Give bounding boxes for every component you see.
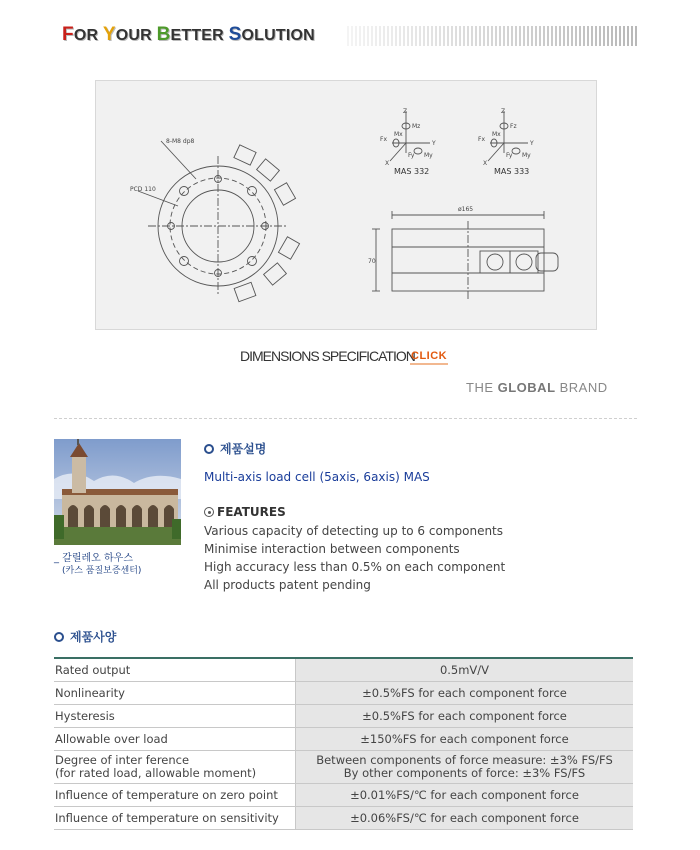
annotation-bolt: 8-M8 dp8 <box>166 138 195 145</box>
photo-caption-subtitle: (카스 품질보증센터) <box>62 566 142 576</box>
technical-drawing-svg <box>96 81 596 329</box>
feature-item: All products patent pending <box>204 578 371 592</box>
section-divider <box>54 418 637 419</box>
axis-label-y-2: Y <box>530 140 534 147</box>
spec-label: Allowable over load <box>54 728 296 751</box>
spec-label: Rated output <box>54 658 296 682</box>
circle-bullet-icon <box>54 632 64 642</box>
table-row <box>54 682 633 705</box>
axis-label-mx-2: Mx <box>492 131 501 138</box>
spec-value: ±0.01%FS/℃ for each component force <box>296 784 634 807</box>
dimensions-specification-label: DIMENSIONS SPECIFICATION <box>240 348 415 364</box>
slogan-word-3: BETTER <box>156 24 224 45</box>
gear-circle-icon <box>204 507 214 517</box>
axis-label-fz: Fz <box>510 123 517 130</box>
product-description-text: Multi-axis load cell (5axis, 6axis) MAS <box>204 470 430 484</box>
axis-label-x-2: X <box>483 160 488 167</box>
product-spec-heading <box>54 628 116 645</box>
axis-label-z: Z <box>403 108 408 115</box>
features-title: FEATURES <box>217 505 286 519</box>
spec-value: ±0.5%FS for each component force <box>296 705 634 728</box>
circle-bullet-icon <box>204 444 214 454</box>
axis-label-my-2: My <box>522 152 531 159</box>
dimensions-drawing[interactable] <box>95 80 597 330</box>
slogan-heading <box>62 24 315 46</box>
brand-suffix: BRAND <box>555 380 608 395</box>
view-label-mas332: MAS 332 <box>394 167 430 176</box>
spec-value: ±150%FS for each component force <box>296 728 634 751</box>
table-row <box>54 658 633 682</box>
axis-label-mz: Mz <box>412 123 421 130</box>
spec-label: Nonlinearity <box>54 682 296 705</box>
view-label-mas333: MAS 333 <box>494 167 530 176</box>
slogan-word-1: FOR <box>62 24 99 45</box>
table-row <box>54 705 633 728</box>
product-spec-title: 제품사양 <box>70 630 117 644</box>
table-row <box>54 728 633 751</box>
table-row <box>54 807 633 830</box>
axis-label-mx: Mx <box>394 131 403 138</box>
table-row <box>54 751 633 784</box>
global-brand-tagline <box>466 380 608 395</box>
table-row <box>54 784 633 807</box>
front-view <box>138 141 300 302</box>
spec-value: Between components of force measure: ±3% FS/FS By other components of force: ±3% FS/FS <box>296 751 634 784</box>
photo-caption-building: _ 갈릴레오 하우스 <box>54 553 133 564</box>
feature-item: Minimise interaction between components <box>204 542 460 556</box>
feature-item: Various capacity of detecting up to 6 components <box>204 524 504 538</box>
click-link[interactable]: CLICK <box>410 350 448 365</box>
brand-bold: GLOBAL <box>497 380 556 395</box>
axis-label-x: X <box>385 160 390 167</box>
axis-label-z-2: Z <box>501 108 506 115</box>
spec-label: Influence of temperature on zero point <box>54 784 296 807</box>
annotation-pcd: PCD 110 <box>130 186 156 193</box>
product-description-heading <box>204 440 266 457</box>
spec-value: ±0.06%FS/℃ for each component force <box>296 807 634 830</box>
spec-value: ±0.5%FS for each component force <box>296 682 634 705</box>
spec-label: Degree of inter ference (for rated load, allowable moment) <box>54 751 296 784</box>
annotation-height: 70 <box>368 258 376 265</box>
annotation-diameter: ø165 <box>458 206 474 213</box>
features-heading <box>204 505 286 519</box>
slogan-word-4: SOLUTION <box>228 24 315 45</box>
header-stripe-decoration <box>345 26 637 46</box>
building-photo <box>54 439 181 545</box>
product-description-title: 제품설명 <box>220 442 267 456</box>
feature-item: High accuracy less than 0.5% on each component <box>204 560 506 574</box>
brand-prefix: THE <box>466 380 498 395</box>
axis-label-fx: Fx <box>380 136 388 143</box>
spec-label: Hysteresis <box>54 705 296 728</box>
axis-label-fy: Fy <box>408 152 415 159</box>
axis-label-y: Y <box>432 140 436 147</box>
spec-table <box>54 657 633 830</box>
axis-label-fy-2: Fy <box>506 152 513 159</box>
spec-label: Influence of temperature on sensitivity <box>54 807 296 830</box>
slogan-word-2: YOUR <box>102 24 152 45</box>
axis-label-my: My <box>424 152 433 159</box>
side-view <box>372 211 558 299</box>
axis-label-fx-2: Fx <box>478 136 486 143</box>
spec-value: 0.5mV/V <box>296 658 634 682</box>
